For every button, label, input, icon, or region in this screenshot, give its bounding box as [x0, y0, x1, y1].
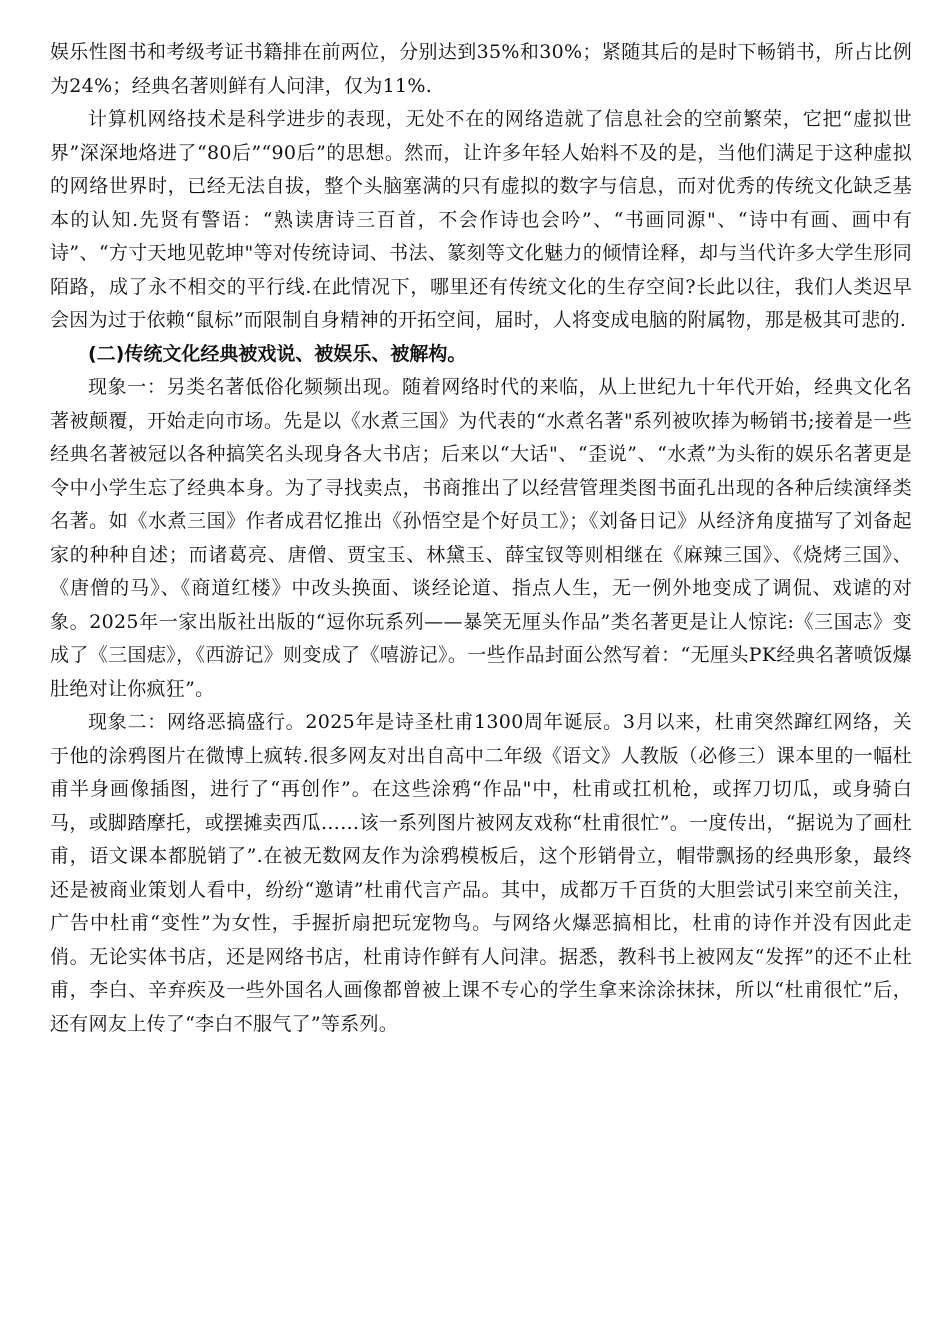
paragraph-continued-statistics: 娱乐性图书和考级考证书籍排在前两位，分别达到35%和30%；紧随其后的是时下畅销书，所占比例为24%；经典名著则鲜有人问津，仅为11%.	[50, 41, 912, 97]
section-heading: (二)传统文化经典被戏说、被娱乐、被解构。	[88, 342, 467, 365]
paragraph-phenomenon-two: 现象二：网络恶搞盛行。2025年是诗圣杜甫1300周年诞辰。3月以来，杜甫突然蹿红网络，关于他的涂鸦图片在微博上疯转.很多网友对出自高中二年级《语文》人教版（必修三）课本里的一幅杜甫半身画像插图，进行了“再创作”。在这些涂鸦“作品"中，杜甫或扛机枪，或挥刀切瓜，或身骑白马，或脚踏摩托，或摆摊卖西瓜……该一系列图片被网友戏称“杜甫很忙”。一度传出，“据说为了画杜甫，语文课本都脱销了”.在被无数网友作为涂鸦模板后，这个形销骨立，帽带飘扬的经典形象，最终还是被商业策划人看中，纷纷“邀请”杜甫代言产品。其中，成都万千百货的大胆尝试引来空前关注，广告中杜甫“变性”为女性，手握折扇把玩宠物鸟。与网络火爆恶搞相比，杜甫的诗作并没有因此走俏。无论实体书店，还是网络书店，杜甫诗作鲜有人问津。据悉，教科书上被网友“发挥”的还不止杜甫，李白、辛弃疾及一些外国名人画像都曾被上课不专心的学生拿来涂涂抹抹，所以“杜甫很忙”后，还有网友上传了“李白不服气了”等系列。	[50, 711, 912, 1035]
document-page	[50, 36, 912, 1041]
paragraph-network-technology: 计算机网络技术是科学进步的表现，无处不在的网络造就了信息社会的空前繁荣，它把“虚拟世界”深深地烙进了“80后”“90后”的思想。然而，让许多年轻人始料不及的是，当他们满足于这种虚拟的网络世界时，已经无法自拔，整个头脑塞满的只有虚拟的数字与信息，而对优秀的传统文化缺乏基本的认知.先贤有警语：“熟读唐诗三百首，不会作诗也会吟”、“书画同源"、“诗中有画、画中有诗”、“方寸天地见乾坤"等对传统诗词、书法、篆刻等文化魅力的倾情诠释，却与当代许多大学生形同陌路，成了永不相交的平行线.在此情况下，哪里还有传统文化的生存空间?长此以往，我们人类迟早会因为过于依赖“鼠标”而限制自身精神的开拓空间，届时，人将变成电脑的附属物，那是极其可悲的.	[50, 108, 912, 331]
paragraph-phenomenon-one: 现象一：另类名著低俗化频频出现。随着网络时代的来临，从上世纪九十年代开始，经典文化名著被颠覆，开始走向市场。先是以《水煮三国》为代表的“水煮名著"系列被吹捧为畅销书;接着是一些经典名著被冠以各种搞笑名头现身各大书店；后来以“大话"、“歪说”、“水煮”为头衔的娱乐名著更是令中小学生忘了经典本身。为了寻找卖点，书商推出了以经营管理类图书面孔出现的各种后续演绎类名著。如《水煮三国》作者成君忆推出《孙悟空是个好员工》；《刘备日记》从经济角度描写了刘备起家的种种自述；而诸葛亮、唐僧、贾宝玉、林黛玉、薛宝钗等则相继在《麻辣三国》、《烧烤三国》、《唐僧的马》、《商道红楼》中改头换面、谈经论道、指点人生，无一例外地变成了调侃、戏谑的对象。2025年一家出版社出版的“逗你玩系列——暴笑无厘头作品”类名著更是让人惊诧:《三国志》变成了《三国痣》，《西游记》则变成了《嘻游记》。一些作品封面公然写着：“无厘头PK经典名著喷饭爆肚绝对让你疯狂”。	[50, 376, 912, 700]
